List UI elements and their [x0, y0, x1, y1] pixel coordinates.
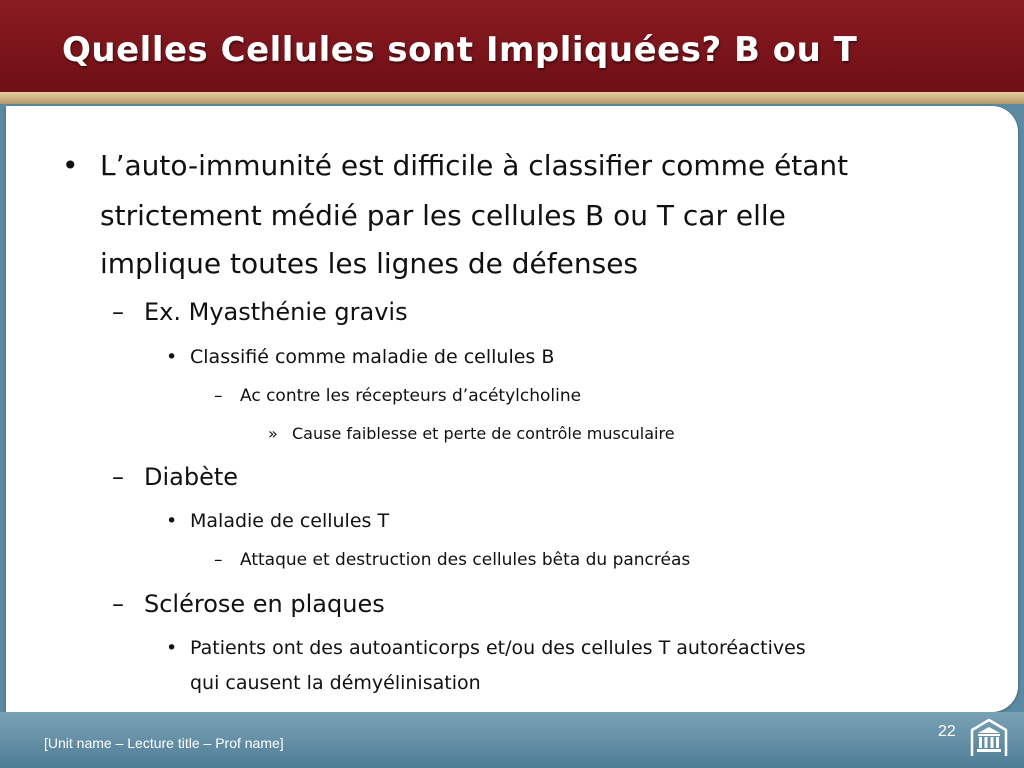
chevron-marker: »: [268, 424, 278, 443]
bullet-text: strictement médié par les cellules B ou T car elle: [100, 199, 786, 232]
bullet-marker: •: [166, 346, 178, 368]
bullet-text: L’auto-immunité est difficile à classifier comme étant: [100, 149, 849, 182]
page-number: 22: [938, 723, 956, 740]
dash-marker: –: [112, 298, 124, 326]
sub-bullet-text: Sclérose en plaques: [144, 590, 385, 618]
dash-marker: –: [112, 463, 124, 491]
bullet-marker: •: [166, 510, 178, 532]
sub-bullet-text: Cause faiblesse et perte de contrôle musculaire: [292, 424, 675, 443]
sub-bullet-text: Maladie de cellules T: [190, 510, 390, 532]
sub-bullet-text: qui causent la démyélinisation: [190, 672, 481, 694]
slide-title: Quelles Cellules sont Impliquées? B ou T: [62, 30, 858, 70]
bullet-marker: •: [166, 637, 178, 659]
dash-marker: –: [112, 590, 124, 618]
dash-marker: –: [214, 386, 223, 406]
footer-text: [Unit name – Lecture title – Prof name]: [44, 735, 284, 751]
dash-marker: –: [214, 550, 223, 570]
sub-bullet-text: Attaque et destruction des cellules bêta du pancréas: [240, 550, 691, 570]
sub-bullet-text: Classifié comme maladie de cellules B: [190, 346, 555, 368]
sub-bullet-text: Diabète: [144, 463, 239, 491]
bullet-text: implique toutes les lignes de défenses: [100, 247, 639, 280]
bullet-marker: •: [62, 149, 79, 182]
sub-bullet-text: Ex. Myasthénie gravis: [144, 298, 408, 326]
sub-bullet-text: Ac contre les récepteurs d’acétylcholine: [240, 386, 582, 406]
sub-bullet-text: Patients ont des autoanticorps et/ou des cellules T autoréactives: [190, 637, 806, 659]
